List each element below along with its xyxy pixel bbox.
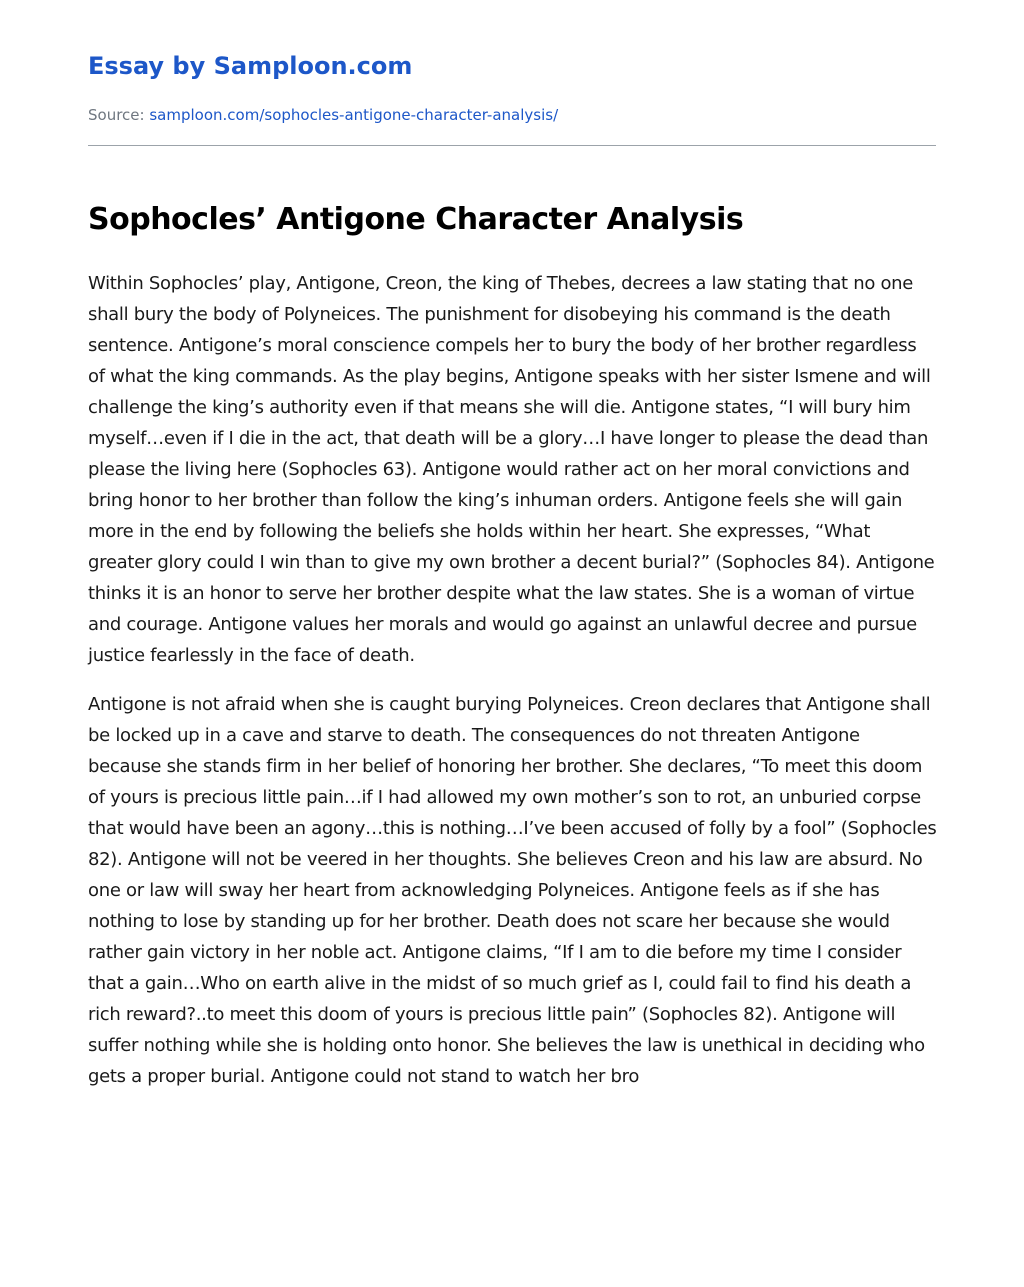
essay-body xyxy=(88,268,938,1110)
source-link[interactable]: samploon.com/sophocles-antigone-character-analysis/ xyxy=(149,106,559,124)
essay-paragraph: Antigone is not afraid when she is caught burying Polyneices. Creon declares that Antigone shall be locked up in a cave and starve to death. The consequences do not threaten Antigone because she stands firm in her belief of honoring her brother. She declares, “To meet this doom of yours is precious little pain…if I had allowed my own mother’s son to rot, an unburied corpse that would have been an agony…this is nothing…I’ve been accused of folly by a fool” (Sophocles 82). Antigone will not be veered in her thoughts. She believes Creon and his law are absurd. No one or law will sway her heart from acknowledging Polyneices. Antigone feels as if she has nothing to lose by standing up for her brother. Death does not scare her because she would rather gain victory in her noble act. Antigone claims, “If I am to die before my time I consider that a gain…Who on earth alive in the midst of so much grief as I, could fail to find his death a rich reward?..to meet this doom of yours is precious little pain” (Sophocles 82). Antigone will suffer nothing while she is holding onto honor. She believes the law is unethical in deciding who gets a proper burial. Antigone could not stand to watch her bro xyxy=(88,694,937,1087)
essay-title: Sophocles’ Antigone Character Analysis xyxy=(88,202,744,237)
header-divider xyxy=(88,145,936,146)
essay-paragraph: Within Sophocles’ play, Antigone, Creon, the king of Thebes, decrees a law stating that no one shall bury the body of Polyneices. The punishment for disobeying his command is the death sentence. Antigone’s moral conscience compels her to bury the body of her brother regardless of what the king commands. As the play begins, Antigone speaks with her sister Ismene and will challenge the king’s authority even if that means she will die. Antigone states, “I will bury him myself…even if I die in the act, that death will be a glory…I have longer to please the dead than please the living here (Sophocles 63). Antigone would rather act on her moral convictions and bring honor to her brother than follow the king’s inhuman orders. Antigone feels she will gain more in the end by following the beliefs she holds within her heart. She expresses, “What greater glory could I win than to give my own brother a decent burial?” (Sophocles 84). Antigone thinks it is an honor to serve her brother despite what the law states. She is a woman of virtue and courage. Antigone values her morals and would go against an unlawful decree and pursue justice fearlessly in the face of death. xyxy=(88,273,935,666)
source-label: Source: xyxy=(88,106,145,124)
site-brand[interactable]: Essay by Samploon.com xyxy=(88,52,413,80)
source-line xyxy=(88,106,558,124)
